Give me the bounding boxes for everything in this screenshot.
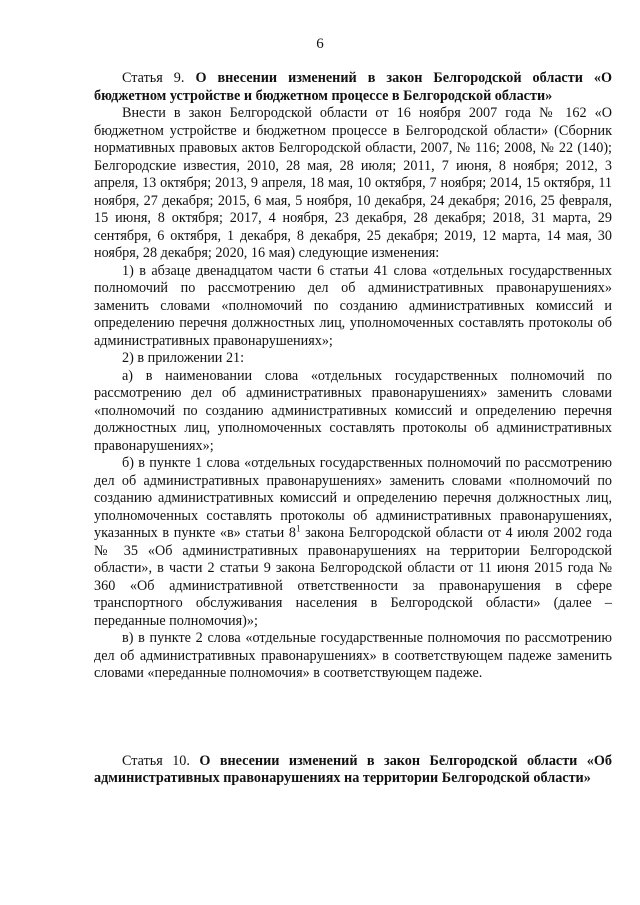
article-10-heading	[94, 753, 612, 788]
article-9-item-1: 1) в абзаце двенадцатом части 6 статьи 41 слова «отдельных государственных полномочий по рассмотрению дел об административных правонарушениях» заменить словами «полномочий по созданию административных комиссий и определению перечня должностных лиц, уполномоченных составлять протоколы об административных правонарушениях»;	[94, 262, 612, 349]
superscript-index: 1	[296, 523, 301, 534]
article-10-label: Статья 10.	[122, 752, 190, 769]
article-9-label: Статья 9.	[122, 70, 185, 86]
document-body	[94, 70, 612, 788]
article-10-title: О внесении изменений в закон Белгородской области «Об административных правонарушениях на территории Белгородской области»	[94, 752, 613, 786]
item-2b-text-end: закона Белгородской области от 4 июля 2002 года № 35 «Об административных правонарушениях на территории Белгородской области», в части 2 статьи 9 закона Белгородской области от 11 июня 2015 года № 360 «Об административной ответственности за правонарушения в сфере транспортного обслуживания населения в Белгородской области» (далее – переданные полномочия)»;	[94, 525, 612, 629]
page-number: 6	[316, 36, 324, 52]
item-2b-text-start: б) в пункте 1 слова «отдельных государственных полномочий по рассмотрению дел об административных правонарушениях» заменить словами «полномочий по созданию административных комиссий и определению перечня должностных лиц, уполномоченных составлять протоколы об административных правонарушениях, указанных в пункте «в» статьи 8	[94, 455, 612, 541]
article-9-heading	[94, 70, 612, 105]
article-9-item-2b	[94, 455, 612, 630]
article-9-item-2: 2) в приложении 21:	[122, 350, 245, 366]
section-spacer	[94, 683, 612, 753]
article-9-title: О внесении изменений в закон Белгородской области «О бюджетном устройстве и бюджетном процессе в Белгородской области»	[94, 70, 613, 104]
article-9-item-2a: а) в наименовании слова «отдельных государственных полномочий по рассмотрению дел об административных правонарушениях» заменить словами «полномочий по созданию административных комиссий и определению перечня должностных лиц, уполномоченных составлять протоколы об административных правонарушениях»;	[94, 367, 612, 454]
article-9-intro: Внести в закон Белгородской области от 16 ноября 2007 года № 162 «О бюджетном устройстве и бюджетном процессе в Белгородской области» (Сборник нормативных правовых актов Белгородской области, 2007, № 116; 2008, № 22 (140); Белгородские известия, 2010, 28 мая, 28 июля; 2011, 7 июня, 8 ноября; 2012, 3 апреля, 13 октября; 2013, 9 апреля, 18 мая, 10 октября, 7 ноября; 2014, 15 октября, 11 ноября, 27 декабря; 2015, 6 мая, 5 ноября, 10 декабря, 24 декабря; 2016, 25 февраля, 15 июня, 8 октября; 2017, 4 ноября, 23 декабря, 28 декабря; 2018, 31 марта, 29 сентября, 6 октября, 1 декабря, 8 декабря, 25 декабря; 2019, 12 марта, 14 мая, 30 ноября, 28 декабря; 2020, 16 мая) следующие изменения:	[94, 105, 612, 261]
article-9-item-2c: в) в пункте 2 слова «отдельные государственные полномочия по рассмотрению дел об административных правонарушениях» в соответствующем падеже заменить словами «переданные полномочия» в соответствующем падеже.	[94, 630, 612, 681]
